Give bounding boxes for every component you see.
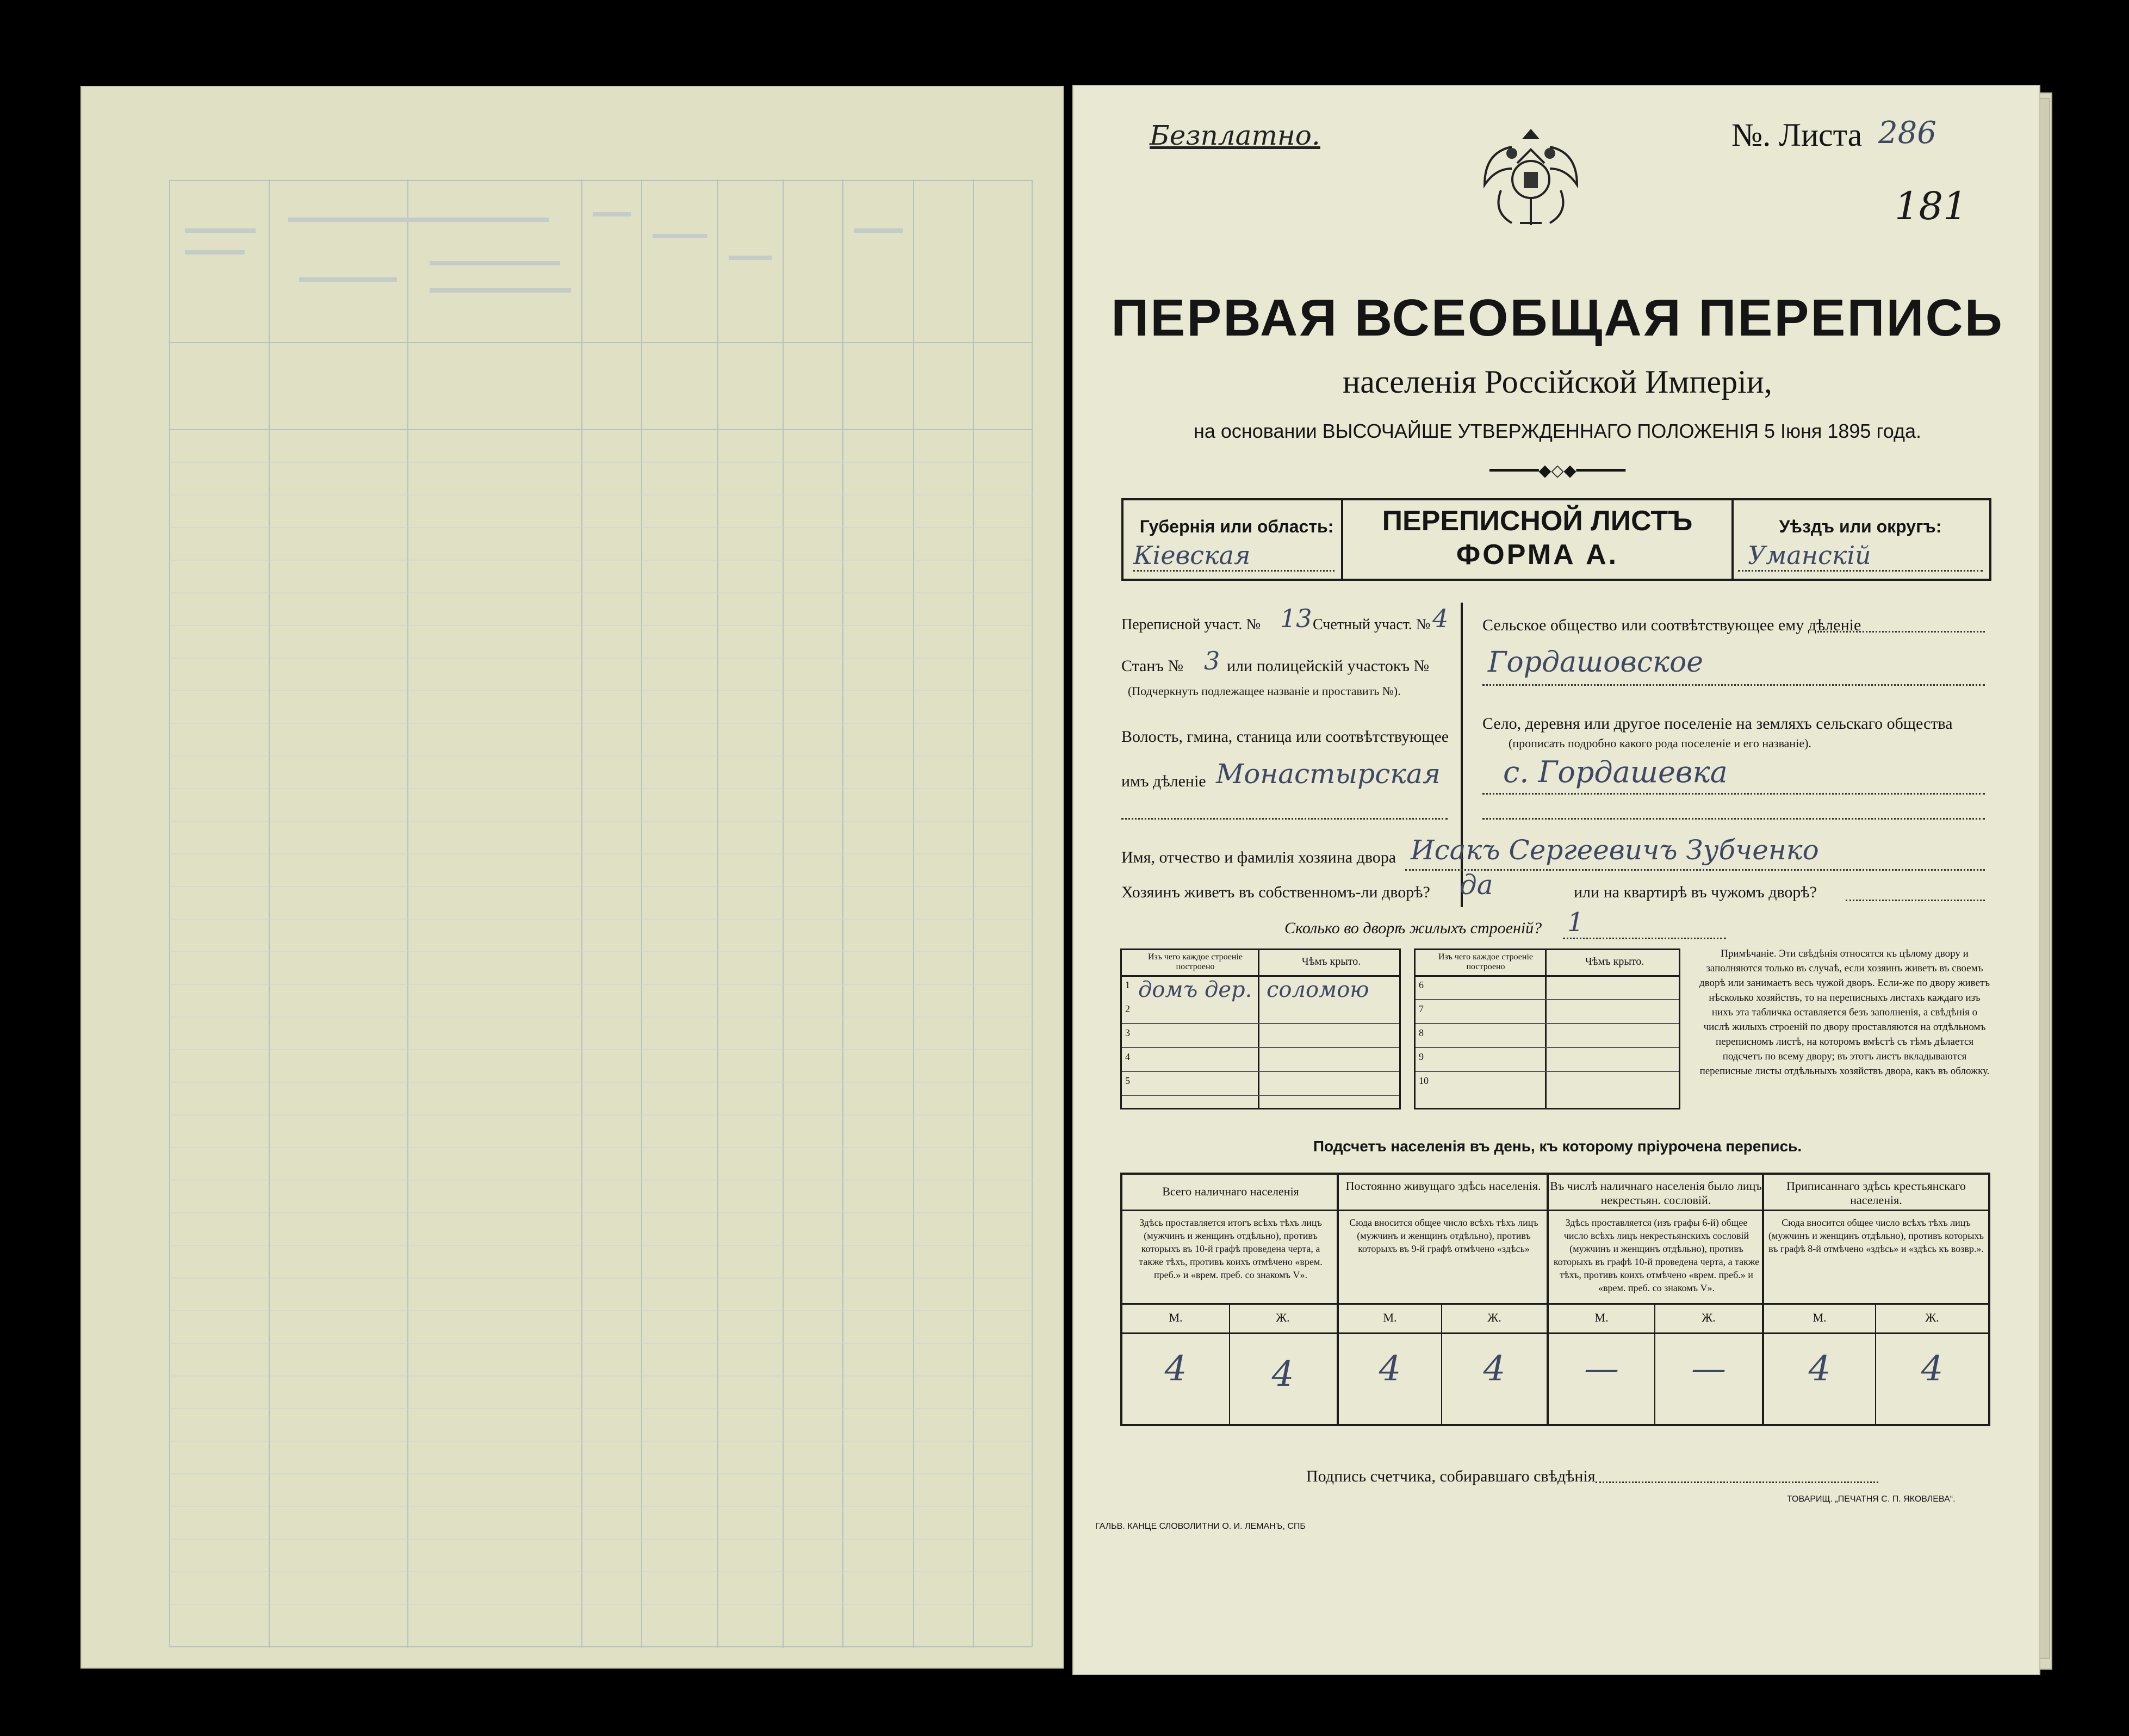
col-roof-header: Чѣмъ крыто. — [1301, 956, 1361, 968]
row-number: 1 — [1125, 979, 1130, 990]
double-headed-eagle-emblem — [1479, 125, 1582, 234]
m-label: М. — [1383, 1311, 1397, 1324]
sheet-number-alt: 181 — [1895, 184, 1967, 228]
police-note: (Подчеркнуть подлежащее названіе и проставить №). — [1128, 684, 1401, 698]
main-title: ПЕРВАЯ ВСЕОБЩАЯ ПЕРЕПИСЬ — [1111, 289, 2004, 347]
buildings-table-right — [1414, 948, 1680, 1109]
rule — [1122, 1095, 1399, 1096]
form-title-line2: ФОРМА А. — [1456, 539, 1619, 571]
total-female-value: 4 — [1271, 1354, 1294, 1394]
village-value: с. Гордашевка — [1503, 755, 1728, 789]
volost-label2: имъ дѣленіе — [1121, 772, 1206, 790]
dotted-line — [1846, 900, 1985, 901]
guberniya-label: Губернія или область: — [1139, 517, 1334, 536]
col-registered-title: Приписаннаго здѣсь крестьянскаго населенія. — [1786, 1179, 1966, 1207]
own-yard-value: да — [1460, 869, 1493, 901]
col-total-title: Всего наличнаго населенія — [1162, 1185, 1299, 1198]
printer-left: ГАЛЬВ. КАНЦЕ СЛОВОЛИТНИ О. И. ЛЕМАНЪ, СПБ — [1095, 1522, 1306, 1531]
subtitle: населенія Россійской Имперіи, — [1343, 364, 1772, 400]
dotted-line — [1121, 818, 1448, 820]
col-roof-header: Чѣмъ крыто. — [1585, 956, 1644, 968]
uezd-label: Уѣздъ или округъ: — [1779, 517, 1942, 536]
rule — [1122, 1210, 1988, 1211]
permanent-male-value: 4 — [1379, 1349, 1401, 1389]
free-label: Безплатно. — [1150, 120, 1320, 151]
buildings-note: Примѣчаніе. Эти свѣдѣнія относятся къ цѣлому двору и заполняются только въ случаѣ, если хозяинъ живетъ въ своемъ дворѣ или занимаетъ весь чужой дворъ. Если-же по двору живетъ нѣсколько хозяйствъ, то на переписныхъ листахъ каждаго изъ нихъ эта табличка оставляется безъ заполненія, а свѣдѣнія о числѣ жилыхъ строеній по двору проставляются на отдѣльномъ переписномъ листѣ, на которомъ вмѣстѣ съ тѣмъ дѣлается подсчетъ по всему двору; въ этотъ листъ вкладываются переписные листы отдѣльныхъ хозяйствъ двора, какъ въ обложку. — [1699, 948, 1990, 1077]
col-material-header: Изъ чего каждое строеніе построено — [1147, 952, 1243, 971]
dotted-line — [1482, 793, 1985, 795]
owner-name-label: Имя, отчество и фамилія хозяина двора — [1121, 848, 1396, 866]
census-area-value: 13 — [1280, 604, 1312, 633]
col-total-desc: Здѣсь проставляется итогъ всѣхъ тѣхъ лицъ (мужчинъ и женщинъ отдѣльно), противъ которыхъ въ 10-й графѣ проведена черта, а также тѣхъ, противъ коихъ отмѣчено «врем. преб.» и «врем. преб. со знакомъ V». — [1139, 1217, 1323, 1280]
row-number: 3 — [1125, 1027, 1130, 1038]
col-permanent-desc: Сюда вносится общее число всѣхъ тѣхъ лицъ (мужчинъ и женщинъ отдѣльно), противъ которыхъ въ 9-й графѣ отмѣчено «здѣсь» — [1349, 1217, 1538, 1254]
m-label: М. — [1594, 1311, 1609, 1324]
rule — [1122, 1023, 1399, 1024]
volost-label: Волость, гмина, станица или соотвѣтствующее — [1121, 728, 1449, 746]
rule — [1258, 950, 1259, 1108]
rule — [1122, 1047, 1399, 1048]
total-male-value: 4 — [1164, 1349, 1187, 1389]
dotted-line — [1133, 570, 1334, 572]
m-label: М. — [1169, 1311, 1183, 1324]
row-number: 8 — [1419, 1027, 1424, 1038]
row-number: 5 — [1125, 1075, 1130, 1086]
col-non-peasant-title: Въ числѣ наличнаго населенія было лицъ некрестьян. сословій. — [1550, 1179, 1762, 1207]
signature-line — [1596, 1481, 1878, 1483]
row-number: 7 — [1419, 1003, 1424, 1014]
dotted-line — [1482, 684, 1985, 686]
rule — [1416, 1023, 1679, 1024]
non-peasant-male-value: — — [1584, 1349, 1619, 1389]
dotted-line — [1482, 818, 1985, 820]
population-heading: Подсчетъ населенія въ день, къ которому пріурочена перепись. — [1313, 1138, 1802, 1155]
form-title-line1: ПЕРЕПИСНОЙ ЛИСТЪ — [1382, 505, 1693, 537]
rent-label: или на квартирѣ въ чужомъ дворѣ? — [1574, 883, 1817, 901]
signature-label: Подпись счетчика, собиравшаго свѣдѣнія — [1306, 1467, 1596, 1485]
f-label: Ж. — [1702, 1311, 1716, 1324]
row-number: 2 — [1125, 1003, 1130, 1014]
rule — [1545, 950, 1547, 1108]
left-page — [80, 86, 1064, 1669]
stan-value: 3 — [1204, 646, 1220, 675]
uezd-value: Уманскій — [1748, 541, 1871, 570]
rule — [1989, 498, 1991, 581]
building-roof-value: соломою — [1267, 977, 1369, 1002]
non-peasant-female-value: — — [1691, 1349, 1726, 1389]
counting-area-value: 4 — [1432, 604, 1449, 633]
society-label: Сельское общество или соотвѣтствующее ему дѣленіе — [1482, 616, 1861, 634]
rule — [1121, 498, 1124, 581]
rule — [1121, 498, 1991, 500]
ornament-divider: ━━━━━◆◇◆━━━━━ — [1489, 462, 1625, 480]
f-label: Ж. — [1487, 1311, 1501, 1324]
f-label: Ж. — [1925, 1311, 1939, 1324]
rule — [1416, 1047, 1679, 1048]
village-note: (прописать подробно какого рода поселеніе и его названіе). — [1509, 736, 1811, 750]
m-label: М. — [1813, 1311, 1827, 1324]
buildings-table-left — [1120, 948, 1401, 1109]
buildings-label: Сколько во дворѣ жилыхъ строеній? — [1284, 919, 1542, 937]
sheet-number-value: 286 — [1878, 115, 1936, 151]
basis-line: на основании ВЫСОЧАЙШЕ УТВЕРЖДЕННАГО ПОЛОЖЕНІЯ 5 Іюня 1895 года. — [1193, 420, 1922, 442]
rule — [1121, 579, 1991, 581]
village-label: Село, деревня или другое поселеніе на земляхъ сельскаго общества — [1482, 715, 1953, 733]
row-number: 9 — [1419, 1051, 1424, 1062]
sheet-number-label: №. Листа — [1731, 117, 1863, 153]
dotted-line — [1563, 938, 1726, 939]
rule — [1122, 1332, 1988, 1334]
registered-male-value: 4 — [1808, 1349, 1831, 1389]
col-registered-desc: Сюда вносится общее число всѣхъ тѣхъ лицъ (мужчинъ и женщинъ отдѣльно), противъ которыхъ въ графѣ 8-й отмѣчено «здѣсь» и «здѣсь къ возвр.». — [1768, 1217, 1984, 1254]
dotted-line — [1738, 570, 1983, 572]
volost-value: Монастырская — [1216, 758, 1441, 790]
row-number: 4 — [1125, 1051, 1130, 1062]
dotted-line — [1817, 631, 1985, 633]
buildings-value: 1 — [1567, 907, 1584, 938]
col-non-peasant-desc: Здѣсь проставляется (изъ графы 6-й) общее число всѣхъ лицъ некрестьянскихъ сословій (мужчинъ и женщинъ отдѣльно), противъ которыхъ въ графѣ 10-й проведена черта, а также тѣхъ, противъ коихъ отмѣчено «врем. преб.» и «врем. преб. со знакомъ V». — [1553, 1217, 1760, 1293]
census-area-label: Переписной участ. № — [1121, 616, 1261, 633]
population-table — [1120, 1173, 1990, 1426]
society-value: Гордашовское — [1488, 646, 1704, 679]
census-form-page — [1072, 85, 2040, 1675]
rule — [1416, 1071, 1679, 1072]
rule — [1731, 498, 1734, 581]
bleed-through-grid — [169, 179, 1033, 1648]
row-number: 6 — [1419, 979, 1424, 990]
stan-label: Станъ № — [1121, 657, 1184, 675]
col-permanent-title: Постоянно живущаго здѣсь населенія. — [1345, 1179, 1541, 1193]
registered-female-value: 4 — [1921, 1349, 1944, 1389]
rule — [1122, 1071, 1399, 1072]
permanent-female-value: 4 — [1483, 1349, 1506, 1389]
row-number: 10 — [1419, 1075, 1429, 1086]
counting-area-label: Счетный участ. № — [1313, 616, 1431, 633]
rule — [1416, 999, 1679, 1000]
printer-right: ТОВАРИЩ. „ПЕЧАТНЯ С. П. ЯКОВЛЕВА“. — [1787, 1495, 1956, 1504]
f-label: Ж. — [1276, 1311, 1290, 1324]
police-label: или полицейскій участокъ № — [1227, 657, 1430, 675]
owner-name-value: Исакъ Сергеевичъ Зубченко — [1411, 834, 1819, 866]
guberniya-value: Кіевская — [1133, 541, 1251, 570]
own-yard-label: Хозяинъ живетъ въ собственномъ-ли дворѣ? — [1121, 883, 1430, 901]
building-material-value: домъ дер. — [1138, 977, 1252, 1002]
rule — [1122, 1303, 1988, 1305]
col-material-header: Изъ чего каждое строеніе построено — [1438, 952, 1533, 971]
